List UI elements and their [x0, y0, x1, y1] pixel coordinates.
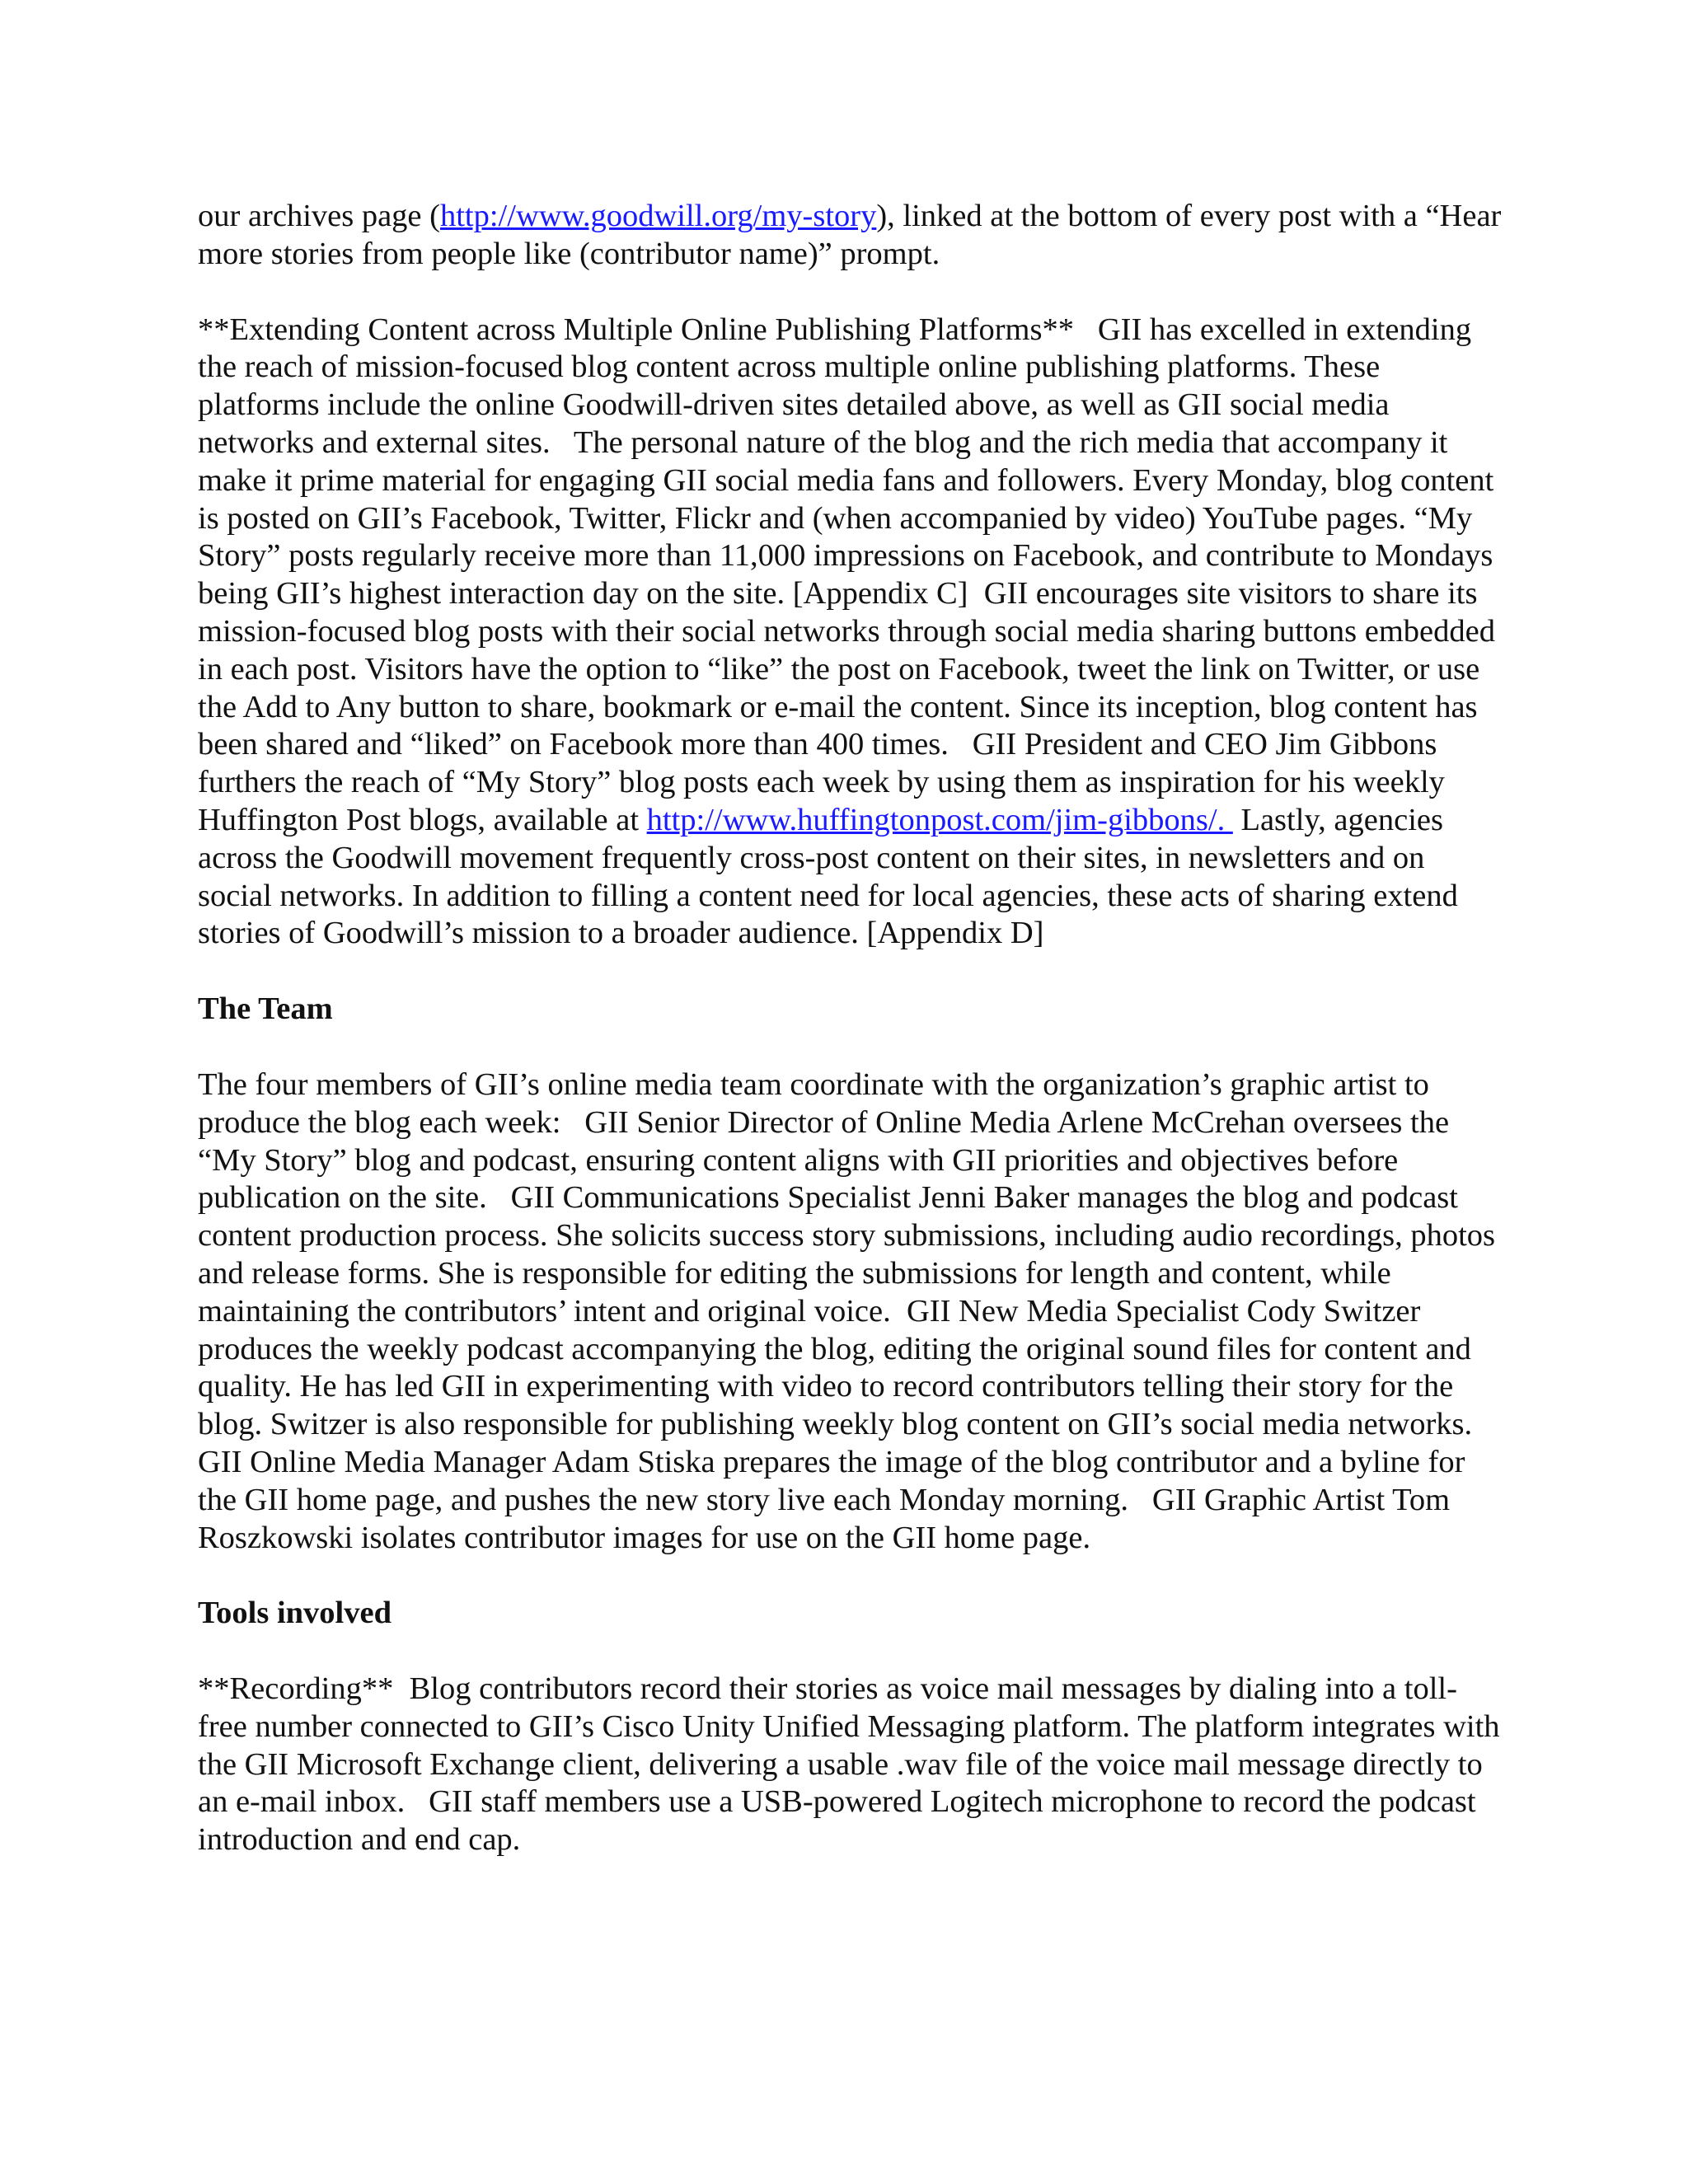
document-page — [198, 198, 1502, 1897]
heading-tools-involved: Tools involved — [198, 1596, 392, 1631]
paragraph-the-team: The four members of GII’s online media team coordinate with the organization’s graphic artist to produce the blog each week: GII Senior Director of Online Media Arlene McCrehan oversees the “My Story” blog and podcast, ensuring content aligns with GII priorities and objectives before publication on the site. GII Communications Specialist Jenni Baker manages the blog and podcast content production process. She solicits success story submissions, including audio recordings, photos and release forms. She is responsible for editing the submissions for length and content, while maintaining the contributors’ intent and original voice. GII New Media Specialist Cody Switzer produces the weekly podcast accompanying the blog, editing the original sound files for content and quality. He has led GII in experimenting with video to record contributors telling their story for the blog. Switzer is also responsible for publishing weekly blog content on GII’s social media networks. GII Online Media Manager Adam Stiska prepares the image of the blog contributor and a byline for the GII home page, and pushes the new story live each Monday morning. GII Graphic Artist Tom Roszkowski isolates contributor images for use on the GII home page. — [198, 1066, 1496, 1555]
paragraph-extending-content-text-start: **Extending Content across Multiple Online Publishing Platforms** GII has excelled in extending the reach of mission-focused blog content across multiple online publishing platforms. These platforms include the online Goodwill-driven sites detailed above, as well as GII social media networks and external sites. The personal nature of the blog and the rich media that accompany it make it prime material for engaging GII social media fans and followers. Every Monday, blog content is posted on GII’s Facebook, Twitter, Flickr and (when accompanied by video) YouTube pages. “My Story” posts regularly receive more than 11,000 impressions on Facebook, and contribute to Mondays being GII’s highest interaction day on the site. [Appendix C] GII encourages site visitors to share its mission-focused blog posts with their social networks through social media sharing buttons embedded in each post. Visitors have the option to “like” the post on Facebook, tweet the link on Twitter, or use the Add to Any button to share, bookmark or e-mail the content. Since its inception, blog content has been shared and “liked” on Facebook more than 400 times. GII President and CEO Jim Gibbons furthers the reach of “My Story” blog posts each week by using them as inspiration for his weekly Huffington Post blogs, available at — [198, 312, 1495, 837]
paragraph-archives-text-start: our archives page ( — [198, 199, 440, 233]
heading-the-team: The Team — [198, 991, 333, 1027]
paragraph-archives-text-end: ), linked at the bottom of every post with a “Hear more stories from people like (contributor name)” prompt. — [198, 199, 1502, 271]
paragraph-extending-content-text-end: Lastly, agencies across the Goodwill movement frequently cross-post content on their sites, in newsletters and on social networks. In addition to filling a content need for local agencies, these acts of sharing extend stories of Goodwill’s mission to a broader audience. [Appendix D] — [198, 802, 1458, 951]
huffington-post-link[interactable]: http://www.huffingtonpost.com/jim-gibbons/. — [646, 802, 1233, 837]
paragraph-extending-content — [198, 312, 1502, 954]
paragraph-tools-involved: **Recording** Blog contributors record their stories as voice mail messages by dialing into a toll-free number connected to GII’s Cisco Unity Unified Messaging platform. The platform integrates with the GII Microsoft Exchange client, delivering a usable .wav file of the voice mail message directly to an e-mail inbox. GII staff members use a USB-powered Logitech microphone to record the podcast introduction and end cap. — [198, 1671, 1500, 1858]
my-story-archive-link[interactable]: http://www.goodwill.org/my-story — [439, 199, 877, 233]
paragraph-archives — [198, 198, 1502, 274]
